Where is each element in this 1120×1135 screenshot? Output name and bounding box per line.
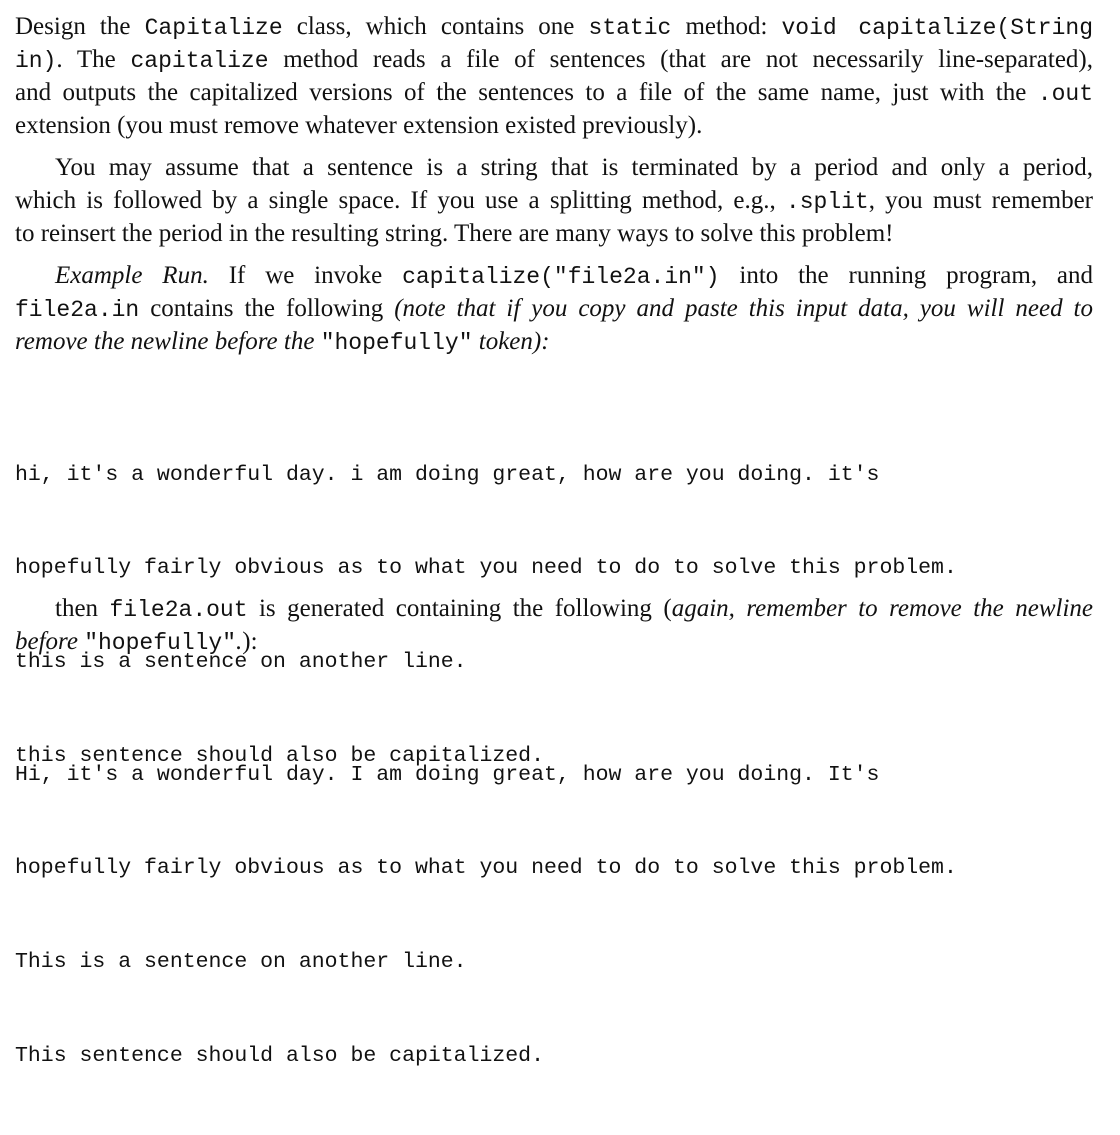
text-line — [15, 10, 1093, 43]
text-run: You may assume that a sentence is a string that is terminated by a period and only a period, — [55, 154, 1093, 181]
text-line — [15, 217, 1093, 250]
note-text: token): — [472, 328, 550, 355]
text-run: Design the — [15, 13, 145, 40]
text-line — [15, 151, 1093, 184]
text-line — [15, 184, 1093, 217]
text-line — [15, 109, 1093, 142]
text-run: ): — [242, 628, 258, 655]
text-run: and outputs the capitalized versions of the sentences to a file of the same name, just with the — [15, 79, 1038, 106]
code-line: hopefully fairly obvious as to what you need to do to solve this problem. — [15, 856, 957, 881]
text-run: method reads a file of sentences (that are not necessarily line-separated), — [268, 46, 1093, 73]
class-name-code: Capitalize — [144, 15, 283, 41]
note-text: (note that if you copy and paste this input data, you will need to — [394, 295, 1093, 322]
token-code: "hopefully" — [320, 330, 473, 356]
code-line: hopefully fairly obvious as to what you need to do to solve this problem. — [15, 556, 957, 581]
intro-paragraph — [15, 10, 1093, 142]
text-run: to reinsert the period in the resulting string. There are many ways to solve this problem! — [15, 220, 894, 247]
code-line: Hi, it's a wonderful day. I am doing great, how are you doing. It's — [15, 762, 880, 787]
text-line — [15, 43, 1093, 76]
extension-code: .out — [1037, 81, 1093, 107]
text-run: method: — [671, 13, 782, 40]
code-line: this sentence should also be capitalized. — [15, 744, 544, 769]
text-run: then — [55, 595, 110, 622]
text-line — [15, 292, 1093, 325]
code-line: hi, it's a wonderful day. i am doing great, how are you doing. it's — [15, 462, 880, 487]
text-line — [15, 592, 1093, 625]
text-run: If we invoke — [208, 262, 403, 289]
code-line: this is a sentence on another line. — [15, 650, 467, 675]
text-run: into the running program, and — [719, 262, 1094, 289]
text-run: contains the following — [139, 295, 395, 322]
text-run: is generated containing the following ( — [247, 595, 672, 622]
note-text: again, remember to remove the newline — [671, 595, 1093, 622]
text-run: class, which contains one — [282, 13, 589, 40]
split-method-code: .split — [785, 189, 869, 215]
method-name-code: capitalize — [130, 48, 269, 74]
filename-code: file2a.in — [15, 297, 140, 323]
token-code: "hopefully" — [84, 630, 237, 656]
keyword-code: static — [588, 15, 672, 41]
filename-code: file2a.out — [109, 597, 248, 623]
example-run-paragraph — [15, 259, 1093, 358]
text-line — [15, 259, 1093, 292]
text-run: which is followed by a single space. If you use a splitting method, e.g., — [15, 187, 786, 214]
text-run: . The — [56, 46, 131, 73]
text-line — [15, 325, 1093, 358]
note-text: before — [15, 628, 85, 655]
text-line — [15, 76, 1093, 109]
code-line: This sentence should also be capitalized. — [15, 1044, 544, 1069]
example-run-label: Example Run. — [55, 262, 209, 289]
output-intro-paragraph — [15, 592, 1093, 658]
method-signature-code: void capitalize(String — [781, 15, 1094, 41]
text-run: , you must remember — [868, 187, 1093, 214]
assumption-paragraph — [15, 151, 1093, 250]
note-text: . — [236, 628, 243, 655]
note-text: remove the newline before the — [15, 328, 321, 355]
output-code-block — [15, 697, 957, 1135]
text-line — [15, 625, 1093, 658]
text-run: extension (you must remove whatever extension existed previously). — [15, 112, 703, 139]
code-line: This is a sentence on another line. — [15, 950, 467, 975]
method-signature-code: in) — [15, 48, 57, 74]
invocation-code: capitalize("file2a.in") — [402, 264, 720, 290]
